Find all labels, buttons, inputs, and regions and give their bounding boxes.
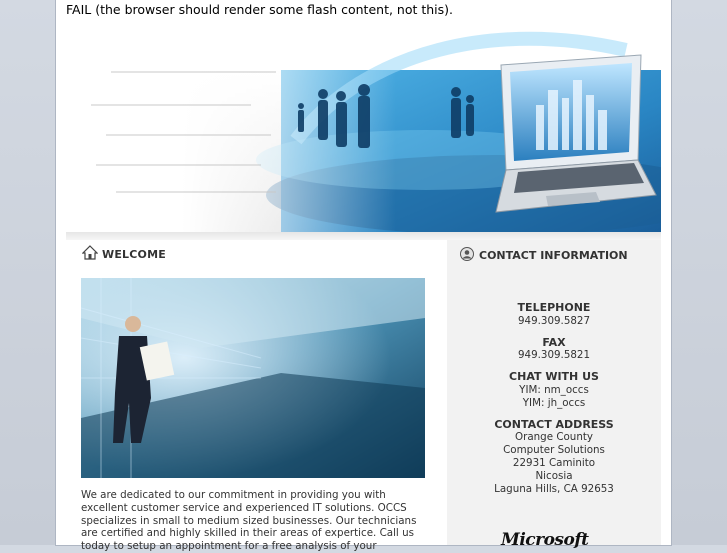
fax-label: FAX	[542, 335, 566, 349]
home-icon	[82, 245, 98, 263]
address-line: Orange County	[515, 431, 593, 444]
address-line: 22931 Caminito	[512, 456, 596, 469]
address-line: Nicosia	[535, 469, 573, 482]
yim-jh-occs: YIM: jh_occs	[522, 396, 586, 409]
welcome-heading	[82, 245, 166, 263]
contact-panel	[447, 240, 661, 550]
address-line: Laguna Hills, CA 92653	[494, 482, 614, 495]
telephone-value: 949.309.5827	[517, 314, 591, 327]
header-banner	[66, 20, 661, 232]
banner-illustration	[66, 20, 661, 232]
address-line: Computer Solutions	[503, 444, 605, 457]
contact-details	[447, 302, 661, 504]
microsoft-partner-logo[interactable]: Microsoft	[501, 530, 589, 550]
yim-nm-occs: YIM: nm_occs	[519, 383, 589, 396]
welcome-title-text: WELCOME	[102, 247, 166, 261]
chat-label: CHAT WITH US	[509, 370, 599, 384]
flash-fallback-text: FAIL (the browser should render some flash content, not this).	[66, 2, 454, 17]
welcome-paragraph: We are dedicated to our commitment in providing you with excellent customer service and experienced IT solutions. OCCS specializes in small to medium sized businesses. Our technicians are certified and highly skilled in their areas of expertice. Call us today to setup an appointment for a free analysis of your	[81, 489, 417, 553]
contact-title-text: CONTACT INFORMATION	[479, 249, 628, 262]
contact-icon	[459, 246, 475, 265]
address-label: CONTACT ADDRESS	[494, 417, 614, 431]
page-container	[56, 0, 671, 553]
welcome-photo	[81, 278, 425, 478]
telephone-label: TELEPHONE	[517, 301, 591, 314]
contact-heading	[459, 246, 628, 265]
section-divider	[66, 232, 661, 240]
fax-value: 949.309.5821	[517, 349, 591, 362]
